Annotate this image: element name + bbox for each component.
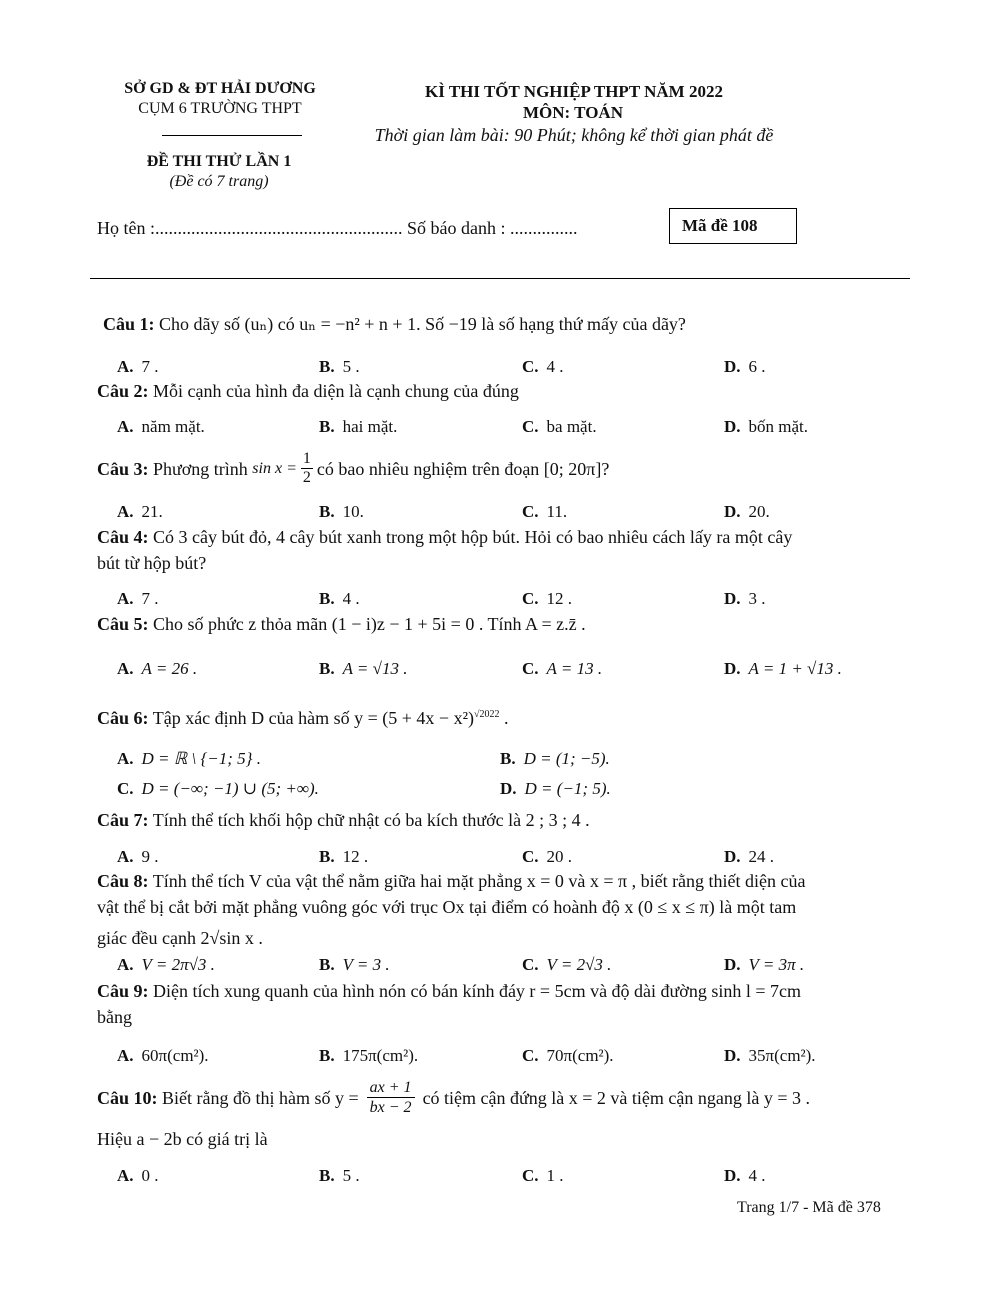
option-letter: D. [724, 417, 741, 436]
question-7 [97, 807, 590, 833]
option-letter: B. [500, 749, 516, 768]
question-1 [103, 311, 686, 337]
option-letter: C. [522, 659, 539, 678]
pages-note: (Đề có 7 trang) [169, 173, 269, 190]
question-8 [97, 868, 806, 894]
question-label: Câu 1: [103, 314, 155, 334]
question-text: Tính thể tích V của vật thể nằm giữa hai mặt phẳng x = 0 và x = π , biết rằng thiết diện của [152, 871, 806, 891]
exam-code: Mã đề 108 [682, 216, 758, 235]
option-letter: A. [117, 659, 134, 678]
option-b[interactable] [319, 589, 360, 609]
question-text: Tập xác định D của hàm số y = (5 + 4x − x²) [152, 708, 474, 728]
question-text: Tính thể tích khối hộp chữ nhật có ba kích thước là 2 ; 3 ; 4 . [152, 810, 590, 830]
option-c[interactable] [522, 417, 597, 437]
option-text: 5 . [342, 357, 360, 376]
option-b[interactable] [319, 502, 364, 522]
option-text: V = 3π . [748, 955, 805, 974]
option-a[interactable] [117, 1166, 159, 1186]
option-text: 20. [748, 502, 770, 521]
option-letter: B. [319, 1046, 335, 1065]
option-letter: D. [724, 847, 741, 866]
option-text: V = 3 . [342, 955, 390, 974]
option-letter: D. [724, 1166, 741, 1185]
option-letter: B. [319, 847, 335, 866]
option-b[interactable] [319, 847, 368, 867]
option-text: D = (−1; 5). [524, 779, 611, 798]
option-b[interactable] [500, 749, 610, 769]
option-a[interactable] [117, 955, 215, 975]
option-letter: D. [724, 357, 741, 376]
question-9 [97, 978, 801, 1004]
question-4 [97, 524, 792, 550]
option-text: 4 . [748, 1166, 766, 1185]
question-label: Câu 7: [97, 810, 149, 830]
option-letter: A. [117, 955, 134, 974]
question-text: Cho số phức z thỏa mãn (1 − i)z − 1 + 5i = 0 . Tính A = z.z̄ . [153, 614, 586, 634]
option-text: 35π(cm²). [748, 1046, 816, 1065]
question-label: Câu 3: [97, 458, 149, 479]
option-c[interactable] [522, 1166, 564, 1186]
question-text: Cho dãy số (uₙ) có uₙ = −n² + n + 1. Số −19 là số hạng thứ mấy của dãy? [159, 314, 686, 334]
option-a[interactable] [117, 417, 205, 437]
option-text: 12 . [342, 847, 369, 866]
page-footer: Trang 1/7 - Mã đề 378 [737, 1199, 881, 1216]
option-text: 10. [342, 502, 364, 521]
option-letter: B. [319, 502, 335, 521]
option-c[interactable] [522, 502, 567, 522]
header-divider [162, 135, 302, 136]
question-2 [97, 378, 519, 404]
fraction-numerator: 1 [302, 450, 311, 467]
question-label: Câu 6: [97, 708, 149, 728]
question-8-line-3: giác đều cạnh 2√sin x . [97, 928, 263, 948]
option-letter: D. [724, 955, 741, 974]
question-text-2: có tiệm cận đứng là x = 2 và tiệm cận ngang là y = 3 . [422, 1087, 811, 1108]
option-letter: B. [319, 417, 335, 436]
department-name: SỞ GD & ĐT HẢI DƯƠNG [124, 80, 316, 97]
question-text: Phương trình [153, 458, 248, 479]
question-text: Có 3 cây bút đỏ, 4 cây bút xanh trong một hộp bút. Hỏi có bao nhiêu cách lấy ra một cây [153, 527, 793, 547]
option-text: 20 . [546, 847, 573, 866]
question-4-line-2: bút từ hộp bút? [97, 553, 207, 573]
option-d[interactable] [500, 779, 611, 799]
option-letter: A. [117, 1046, 134, 1065]
exponent: √2022 [473, 709, 500, 720]
option-letter: C. [522, 1046, 539, 1065]
option-text: năm mặt. [141, 417, 205, 436]
cluster-name: CỤM 6 TRƯỜNG THPT [138, 100, 302, 117]
option-b[interactable] [319, 1166, 360, 1186]
question-3 [97, 450, 609, 487]
exam-code-box [669, 208, 797, 244]
option-letter: A. [117, 357, 134, 376]
option-a[interactable] [117, 749, 261, 769]
option-text: A = √13 . [342, 659, 408, 678]
option-text: A = 26 . [141, 659, 198, 678]
exam-title: KÌ THI TỐT NGHIỆP THPT NĂM 2022 [425, 82, 723, 101]
option-letter: C. [522, 589, 539, 608]
option-d[interactable] [724, 955, 804, 975]
option-b[interactable] [319, 1046, 418, 1066]
option-letter: B. [319, 955, 335, 974]
option-letter: A. [117, 502, 134, 521]
question-label: Câu 10: [97, 1087, 158, 1108]
option-text: A = 13 . [546, 659, 603, 678]
option-text: 7 . [141, 589, 159, 608]
option-text: 70π(cm²). [546, 1046, 614, 1065]
option-c[interactable] [117, 779, 319, 799]
option-d[interactable] [724, 502, 770, 522]
question-label: Câu 4: [97, 527, 149, 547]
option-a[interactable] [117, 502, 163, 522]
question-10-line-2: Hiệu a − 2b có giá trị là [97, 1129, 268, 1149]
option-text: D = (1; −5). [523, 749, 610, 768]
option-letter: C. [522, 502, 539, 521]
option-b[interactable] [319, 417, 397, 437]
option-b[interactable] [319, 955, 390, 975]
option-text: 4 . [546, 357, 564, 376]
option-text: 11. [546, 502, 568, 521]
option-d[interactable] [724, 1046, 816, 1066]
option-c[interactable] [522, 1046, 614, 1066]
option-letter: A. [117, 417, 134, 436]
option-text: 24 . [748, 847, 775, 866]
question-6 [97, 702, 508, 731]
question-9-line-2: bằng [97, 1007, 132, 1027]
option-letter: C. [117, 779, 134, 798]
option-letter: B. [319, 659, 335, 678]
option-text: 6 . [748, 357, 766, 376]
option-text: D = ℝ \ {−1; 5} . [141, 749, 261, 768]
option-letter: D. [724, 502, 741, 521]
name-line: Họ tên :....................................................... Số báo danh : ............... [97, 218, 578, 238]
option-a[interactable] [117, 1046, 209, 1066]
option-letter: C. [522, 955, 539, 974]
option-letter: D. [724, 589, 741, 608]
equation-lhs: sin x = [252, 459, 297, 477]
option-text: D = (−∞; −1) ∪ (5; +∞). [141, 779, 319, 798]
fraction-numerator: ax + 1 [369, 1079, 412, 1096]
option-b[interactable] [319, 659, 407, 679]
option-d[interactable] [724, 1166, 766, 1186]
option-text: 4 . [342, 589, 360, 608]
option-b[interactable] [319, 357, 360, 377]
option-a[interactable] [117, 357, 159, 377]
question-text-2: có bao nhiêu nghiệm trên đoạn [0; 20π]? [316, 458, 610, 479]
fraction-function [367, 1078, 415, 1117]
option-letter: D. [724, 659, 741, 678]
question-label: Câu 5: [97, 614, 149, 634]
option-text: 60π(cm²). [141, 1046, 209, 1065]
fraction-denominator: 2 [302, 469, 311, 486]
option-letter: B. [319, 589, 335, 608]
option-c[interactable] [522, 589, 572, 609]
page-divider [90, 278, 910, 279]
option-d[interactable] [724, 847, 774, 867]
option-c[interactable] [522, 659, 602, 679]
option-text: A = 1 + √13 . [748, 659, 842, 678]
option-text: 12 . [546, 589, 573, 608]
option-letter: D. [500, 779, 517, 798]
fraction-one-half [301, 450, 313, 487]
option-a[interactable] [117, 589, 159, 609]
option-text: 7 . [141, 357, 159, 376]
question-label: Câu 9: [97, 981, 149, 1001]
question-10 [97, 1078, 810, 1117]
option-d[interactable] [724, 659, 842, 679]
question-text: Mỗi cạnh của hình đa diện là cạnh chung của đúng [153, 381, 519, 401]
option-a[interactable] [117, 847, 159, 867]
time-note: Thời gian làm bài: 90 Phút; không kể thời gian phát đề [374, 125, 774, 145]
option-letter: C. [522, 1166, 539, 1185]
option-letter: A. [117, 749, 134, 768]
question-5 [97, 611, 586, 637]
option-letter: A. [117, 847, 134, 866]
question-label: Câu 2: [97, 381, 149, 401]
question-8-line-2: vật thể bị cắt bởi mặt phẳng vuông góc với trục Ox tại điểm có hoành độ x (0 ≤ x ≤ π) là một tam [97, 897, 797, 917]
option-letter: C. [522, 417, 539, 436]
option-text: V = 2√3 . [546, 955, 612, 974]
option-letter: C. [522, 847, 539, 866]
fraction-denominator: bx − 2 [367, 1097, 415, 1117]
exam-type: ĐỀ THI THỬ LẦN 1 [146, 153, 292, 170]
option-d[interactable] [724, 417, 808, 437]
option-text: 1 . [546, 1166, 564, 1185]
option-c[interactable] [522, 847, 572, 867]
option-letter: D. [724, 1046, 741, 1065]
option-text: V = 2π√3 . [141, 955, 215, 974]
question-text: Diện tích xung quanh của hình nón có bán kính đáy r = 5cm và độ dài đường sinh l = 7cm [153, 981, 801, 1001]
option-text: 9 . [141, 847, 159, 866]
option-text: 0 . [141, 1166, 159, 1185]
option-text: 3 . [748, 589, 766, 608]
option-text: ba mặt. [546, 417, 597, 436]
question-text-end: . [503, 708, 509, 728]
option-c[interactable] [522, 357, 564, 377]
option-letter: A. [117, 1166, 134, 1185]
option-a[interactable] [117, 659, 197, 679]
subject: MÔN: TOÁN [523, 103, 623, 122]
question-text: Biết rằng đồ thị hàm số y = [162, 1087, 359, 1108]
option-text: 21. [141, 502, 163, 521]
option-letter: C. [522, 357, 539, 376]
option-text: bốn mặt. [748, 417, 809, 436]
option-text: 5 . [342, 1166, 360, 1185]
option-text: 175π(cm²). [342, 1046, 419, 1065]
option-d[interactable] [724, 357, 766, 377]
option-text: hai mặt. [342, 417, 398, 436]
option-letter: A. [117, 589, 134, 608]
option-d[interactable] [724, 589, 766, 609]
option-letter: B. [319, 1166, 335, 1185]
question-label: Câu 8: [97, 871, 149, 891]
option-letter: B. [319, 357, 335, 376]
option-c[interactable] [522, 955, 611, 975]
